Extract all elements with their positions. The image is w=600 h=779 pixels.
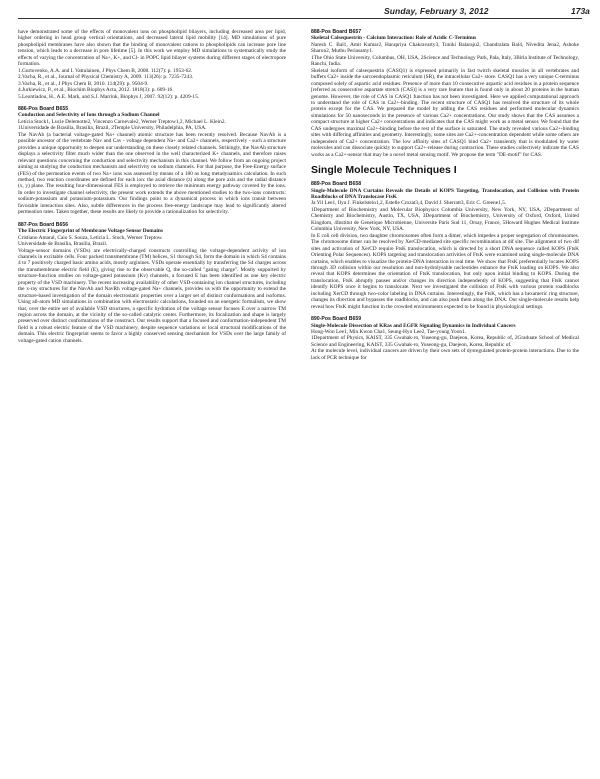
abstract-title: Single-Molecule DNA Curtains Reveals the Details of KOPS Targeting, Translocation, and Collision with Protein Roadblocks of DNA Translocase FtsK — [311, 187, 579, 200]
abstract-body: The NavAb (a bacterial voltage-gated Na+ channel) atomic structure has been recently resolved. Because NavAb is a possible ancestor of the vertebrate Nav and Cav - voltage dependent Na+ and Ca2+ channels, respectively - such a structure provides a unique opportunity to deepen our understanding on these closely related channels. Strikingly, the NavAb structure displays a selectivity filter much wider than the one observed in the well characterized K+ channels, and therefore raises relevant questions concerning the conduction and selectivity mechanism in this channel. We follow from an ongoing project aiming at studying the conduction mechanism and selectivity on sodium channels. For that purpose, the Free-Energy surface (FES) of the permeation events of two Na+ ions was assessed by means of a 180 ns long metadynamics calculation. In such method, two reaction coordinates are defined for each ion: the axial distance (z) along the pore axis and the radial distance (x, y) plane. The resulting four-dimensional FES is employed to retrieve the minimum energy pathway covered by the ions. In order to investigate channel selectivity, the present work extends the above mentioned studies to the two-ions constructs: sodium-potassium and potassium-potassium. Our findings point to a dynamical process in which ions transit between favorable interaction sites. Also, subtle differences in the process free-energy landscape may lead to significantly altered permeation rates. Taken together, these results are likely to provide a rationalization for selectivity. — [18, 131, 286, 216]
abstract-title: Conduction and Selectivity of Ions through a Sodium Channel — [18, 112, 160, 119]
abstract-number: 890-Pos Board B659 — [311, 316, 362, 323]
section-title: Single Molecule Techniques I — [311, 164, 457, 177]
abstract-title: Skeletal Calsequestrin - Calcium Interaction: Role of Acidic C-Terminus — [311, 35, 477, 42]
page-header — [0, 0, 600, 20]
abstract-number: 887-Pos Board B656 — [18, 221, 69, 228]
abstract-887 — [18, 222, 286, 345]
reference-item: 2.Vacha, R., et al., Journal of Physical Chemistry A, 2009. 113(26): p. 7235-7243. — [18, 74, 194, 81]
abstract-affiliations: 1The Ohio State University, Columbus, OH, USA, 2Science and Technology Park, Pala, Italy, 3Birla Institute of Technology, Ranchi, India. — [311, 54, 579, 68]
right-column — [311, 29, 579, 771]
abstract-886 — [18, 106, 286, 216]
abstract-890 — [311, 316, 579, 361]
intro-paragraph: have demonstrated some of the effects of monovalent ions on phospholipid bilayers, including decreased area per lipid, higher ordering in head group vertical orientations, and decreased lateral lipid mobility [14]. MD simulations of pure phospholipid membranes have also shown that the binding of monovalent cations to phospholipids can increase pore line tension, which leads to a decrease in pore lifetime [5]. In this work we employ MD simulations to systematically study the effects of varying the concentration of Na+, K+, and Cl- in POPC lipid bilayer systems during different stages of electropore formation. — [18, 29, 286, 68]
abstract-888 — [311, 29, 579, 158]
abstract-body: In E coli cell division, two daughter chromosomes often form a dimer, which impedes a proper segregation of chromosomes. The chromosome dimer can be resolved by XerCD-mediated site specific recombination at dif site. The alignment of two dif sites and activation of XerCD require FtsK translocation, which is directed by a short DNA sequence called KOPS (FtsK Orienting Polar Sequences). KOPS targeting and translocation activities of FtsK were examined using single-molecule DNA curtains, which enables to visualize the protein-DNA interaction in real time. We show that FtsK preferentially locates KOPS through 3D collision within our resolution and non-hydrolysable nucleotides enhance the FtsK loading on KOPS. We also reveal that KOPS determines the orientation of FtsK translocation, but only upon initial binding to KOPS. During the translocation, FtsK abruptly pauses and/or changes its direction independently of KOPS, suggesting that FtsK cannot identify KOPS once it begins to translocate. Next we investigated the collision of FtsK with various protein roadblocks including XerCD through two-color labeling in DNA curtains. Interestingly, the FtsK, which has a hexameric ring structure, changes its direction and bypasses the roadblocks, and can also push them along the DNA. Our single-molecule results help reveal how FtsK might function in the crowded environments expected to be found in physiological settings. — [311, 232, 579, 310]
abstract-affiliations: 1Department of Physics, KAIST, 335 Gwahak-ro, Yuseong-gu, Daejeon, Korea, Republic of, 2Graduate School of Medical Science and Engineering, KAIST, 335 Gwahak-ro, Yuseong-gu, Daejeon, Korea, Republic of. — [311, 335, 579, 348]
abstract-authors: Hong-Won Lee1, Min Kwon Cha1, Seung-Hyo Lee2, Tae-young Yoon1. — [311, 329, 467, 336]
page-number: 173a — [571, 6, 590, 16]
reference-item: 5.Leontiadou, H., A.E. Mark, and S.J. Marrink, Biophys J, 2007. 92(12): p. 4209-15. — [18, 93, 200, 100]
abstract-number: 886-Pos Board B655 — [18, 105, 69, 112]
abstract-889 — [311, 181, 579, 310]
abstract-authors: Cristiano Amaral, Caio S. Souza, Leticia L. Stock, Werner Treptow. — [18, 234, 163, 241]
abstract-body: At the molecule level, individual cancers are driven by their own sets of dysregulated protein-protein interactions. Due to the lack of PCR technique for — [311, 348, 579, 361]
left-column — [18, 29, 286, 771]
abstract-number: 889-Pos Board B658 — [311, 181, 362, 188]
header-date: Sunday, February 3, 2012 — [384, 6, 489, 16]
abstract-authors: Letícia Stock1, Lucie Delemotte2, Vincenzo Carnevale2, Werner Treptow1,2, Michael L. Klein2. — [18, 118, 226, 125]
abstract-body: Voltage-sensor domains (VSDs) are electrically-charged constructs controlling the voltage-dependent activity of ion channels in excitable cells. Four packed transmembrane (TM) helices, S1 through S4, form the domain in which S4 contains 4 to 7 positively charged basic amino acids, mostly arginines. VSDs operate essentially by transferring the S4 charges across the transmembrane electric field (E), giving rise to the observable Q, the so-called "gating charge". Mostly supported by structure-function studies on voltage-gated potassium (Kv) channels, a focused E has been identified as one key electric property of the VSD machinery. The recent increasing availability of other VSD-containing ion channel structures, including the x-ray structures for the NavAb and NavRh voltage-gated Na+ channels, provides us with the opportunity to extend the structure-based investigation of the domain electrostatic properties over a larger set of distinct conformations and isoforms. Using all-atom MD simulations in combination with electrostatic calculations, founded on an energetic formalism, we show that, over the entire set of available VSD structures, a specific hydration of the voltage sensor focuses E over a narrow TM region across the domain, at the vicinity of the so-called catalytic center. Furthermore, its focalization and shape is largely preserved over distinct conformations of the construct. Our results support that a focused and conformation-independent TM field is a robust electric feature of the VSD machinery, despite sequence variations or local structural modifications of the domain. This electric fingerprint seems to favor a highly conserved sensing mechanism for VSDs over the large family of voltage-gated cation channels. — [18, 247, 286, 344]
abstract-title: Single-Molecule Dissection of KRas and EGFR Signaling Dynamics in Individual Cancers — [311, 322, 516, 329]
abstract-affiliations: Universidade de Brasília, Brasília, Brazil. — [18, 241, 108, 248]
abstract-body: Skeletal isoform of calsequestrin (CASQ1) is expressed primarily in fast twitch skeletal muscles in all vertebrates and buffers Ca2+ inside the sarcoendoplasmic reticulum (SR), the intracellular Ca2+ store. CASQ1 has a very unique C-terminus composed solely of aspartic acid residues. Presence of more than 10 consecutive aspartic acid residues in a protein sequence [referred as consecutive aspartate stretch (CAS)] is a very rare feature that is found only in about 20 proteins in the human genome. However, the role of CAS in CASQ1 function has not been investigated. Here we applied computational approach to understand the role of CAS in Ca2+-binding. The recent structure of CASQ1 has resolved the structure of its whole protein except for the CAS. We prepared the model by adding the CAS residues and performed molecular dynamics simulations for 50 nanoseconds in the presence of various Ca2+ concentrations. Our study shows that the CAS assumes a compact structure at higher Ca2+ concentrations and indicates that the CAS might work as a metal sensor. We found that the CAS undergoes maximal Ca2+-binding before the rest of the surface is saturated. The study revealed various Ca2+-binding sites with differing affinities and geometry. Interestingly, some sites are Ca2+-concentration dependent while some others are independent of Ca2+ concentration. The low affinity sites of CASQ1 bind Ca2+ transiently that is modulated by water molecules and can dissociate quickly to support Ca2+-release during contraction. These studies collectively indicate the CAS works as a Ca2+-sensor that may be a novel metal sensing motif. We propose the term "DE-motif" for CAS. — [311, 67, 579, 158]
abstract-title: The Electric Fingerprint of Membrane Voltage Sensor Domains — [18, 228, 163, 235]
reference-item: 1.Gurtovenko, A.A. and I. Vattulainen, J Phys Chem B, 2008. 112(7): p. 1953-62. — [18, 67, 193, 74]
reference-item: 3.Vacha, R., et al., J Phys Chem B, 2010. 114(29): p. 9504-9. — [18, 80, 149, 87]
abstract-affiliations: 1Department of Biochemistry and Molecular Biophysics Columbia University, New York, NY, USA, 2Department of Chemistry and Biochemistry, Austin, TX, USA, 3Department of Biochemistry, University of Oxford, Oxford, United Kingdom, 4Institut de Genetique Microbienne, Universite Paris Sud 11, Orsay, France, 5Howard Hughes Medical Institute Columbia University, New York, NY, USA. — [311, 206, 579, 233]
abstract-affiliations: 1Universidade de Brasília, Brasília, Brazil, 2Temple University, Philadelphia, PA, USA. — [18, 125, 207, 132]
header-rule — [18, 18, 582, 19]
abstract-authors: Ja Yil Lee1, Ilya J. Finkelstein1,2, Estelle Crozat3,4, David J. Sherratt3, Eric C. Greene1,5. — [311, 200, 507, 207]
reference-item: 4.Jurkiewicz, P., et al., Biochim Biophys Acta, 2012. 1818(3): p. 609-16. — [18, 87, 174, 94]
abstract-number: 888-Pos Board B657 — [311, 29, 362, 35]
abstract-authors: Naresh C. Bal1, Amit Kumar2, Harapriya Chakravarty3, Tuniki Balaraju2, Chandralata Bal4, Nivedita Jena2, Ashoke Sharon2, Muthu Periasamy1. — [311, 41, 579, 55]
